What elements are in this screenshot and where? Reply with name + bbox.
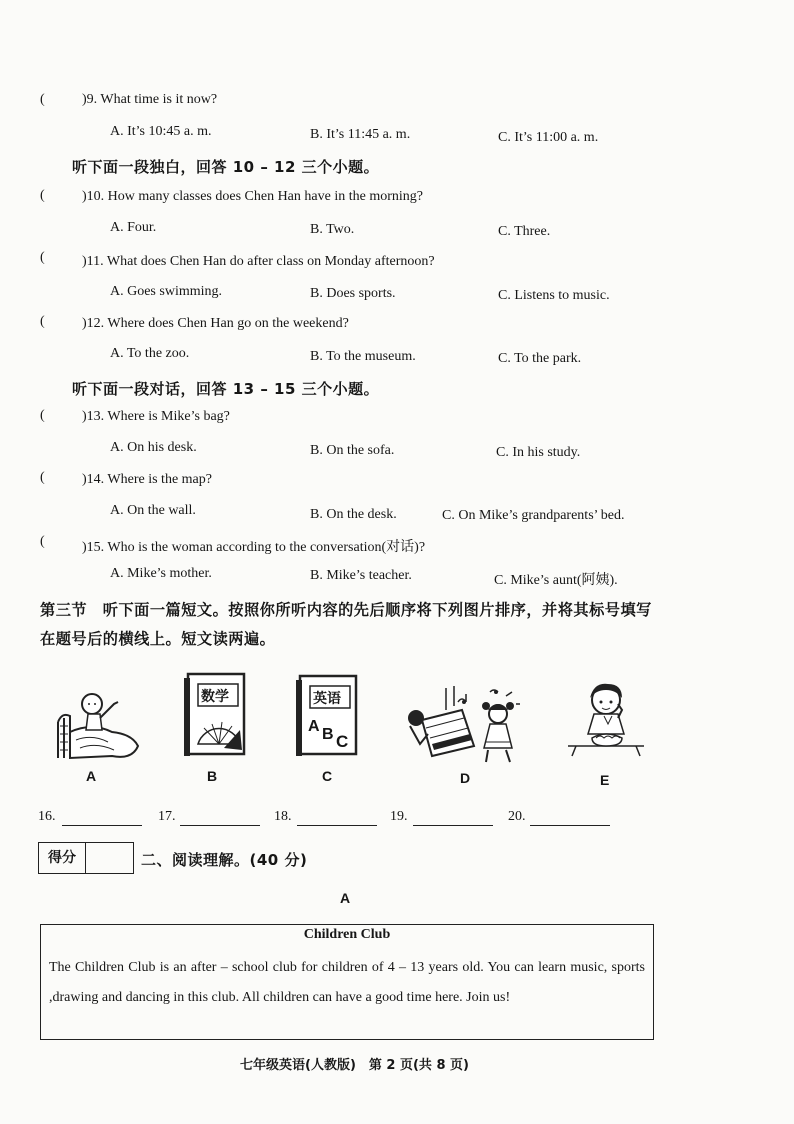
blank-number-16: 16. (38, 809, 56, 824)
monologue-instruction: 听下面一段独白，回答 10 – 12 三个小题。 (72, 158, 380, 176)
question-11-stem: )11. What does Chen Han do after class on Monday afternoon? (82, 254, 435, 269)
answer-blank-16[interactable] (62, 825, 142, 826)
score-label: 得分 (39, 843, 86, 873)
q9-option-b: B. It’s 11:45 a. m. (310, 127, 411, 142)
q10-option-a: A. Four. (110, 220, 157, 235)
answer-paren: ( (40, 188, 45, 203)
answer-paren: ( (40, 470, 45, 485)
q10-option-b: B. Two. (310, 222, 355, 237)
picture-label-e: E (600, 772, 610, 788)
q14-option-a: A. On the wall. (110, 503, 196, 518)
q13-option-c: C. In his study. (496, 445, 581, 460)
q10-option-c: C. Three. (498, 224, 551, 239)
book-letter-c: C (336, 732, 349, 751)
q15-option-c: C. Mike’s aunt(阿姨). (494, 573, 618, 588)
answer-blank-20[interactable] (530, 825, 610, 826)
picture-label-d: D (460, 770, 471, 786)
question-14-stem: )14. Where is the map? (82, 472, 212, 487)
picture-label-b: B (207, 768, 218, 784)
math-book-title: 数学 (201, 689, 229, 705)
reading-part-label: A (340, 890, 351, 906)
picture-label-c: C (322, 768, 333, 784)
page-footer: 七年级英语(人教版) 第 2 页(共 8 页) (240, 1058, 469, 1073)
question-10-stem: )10. How many classes does Chen Han have in the morning? (82, 189, 423, 204)
q15-option-b: B. Mike’s teacher. (310, 568, 412, 583)
passage-text: The Children Club is an after – school club for children of 4 – 13 years old. You can learn music, sports ,drawing and dancing in this club. All children can have a good time here. Join us! (49, 960, 645, 1005)
q9-option-a: A. It’s 10:45 a. m. (110, 124, 212, 139)
blank-number-18: 18. (274, 809, 292, 824)
answer-paren: ( (40, 92, 45, 107)
english-book-title: 英语 (313, 691, 341, 707)
question-9-stem: )9. What time is it now? (82, 92, 218, 107)
question-13-stem: )13. Where is Mike’s bag? (82, 409, 230, 424)
answer-paren: ( (40, 250, 45, 265)
blank-number-20: 20. (508, 809, 526, 824)
answer-paren: ( (40, 534, 45, 549)
question-15-stem: )15. Who is the woman according to the conversation(对话)? (82, 540, 426, 555)
q12-option-b: B. To the museum. (310, 349, 416, 364)
picture-a-girl-in-bed (52, 682, 142, 762)
answer-paren: ( (40, 408, 45, 423)
score-entry-cell[interactable] (87, 843, 133, 873)
picture-label-a: A (86, 768, 97, 784)
section3-instruction-line2: 在题号后的横线上。短文读两遍。 (40, 630, 276, 648)
score-box (38, 842, 134, 874)
answer-blank-18[interactable] (297, 825, 377, 826)
picture-c-english-book (296, 674, 360, 758)
q14-option-b: B. On the desk. (310, 507, 397, 522)
answer-blank-17[interactable] (180, 825, 260, 826)
picture-b-math-book (184, 672, 248, 758)
reading-passage-box (40, 924, 654, 1040)
passage-title: Children Club (303, 927, 391, 942)
q15-option-a: A. Mike’s mother. (110, 566, 212, 581)
q12-option-a: A. To the zoo. (110, 346, 190, 361)
blank-number-17: 17. (158, 809, 176, 824)
question-12-stem: )12. Where does Chen Han go on the weekend? (82, 316, 349, 331)
q11-option-a: A. Goes swimming. (110, 284, 222, 299)
book-letter-b: B (322, 726, 334, 743)
q13-option-b: B. On the sofa. (310, 443, 395, 458)
answer-blank-19[interactable] (413, 825, 493, 826)
book-letter-a: A (308, 718, 320, 735)
reading-section-title: 二、阅读理解。(40 分) (141, 851, 308, 869)
q11-option-c: C. Listens to music. (498, 288, 610, 303)
q12-option-c: C. To the park. (498, 351, 582, 366)
q11-option-b: B. Does sports. (310, 286, 396, 301)
picture-e-boy-eating (566, 676, 646, 766)
blank-number-19: 19. (390, 809, 408, 824)
q14-option-c: C. On Mike’s grandparents’ bed. (442, 508, 625, 523)
picture-d-playing-music (402, 684, 526, 766)
answer-paren: ( (40, 314, 45, 329)
q13-option-a: A. On his desk. (110, 440, 197, 455)
q9-option-c: C. It’s 11:00 a. m. (498, 130, 599, 145)
section3-instruction-line1: 第三节 听下面一篇短文。按照你所听内容的先后顺序将下列图片排序，并将其标号填写 (40, 601, 652, 619)
dialogue-instruction: 听下面一段对话，回答 13 – 15 三个小题。 (72, 380, 380, 398)
